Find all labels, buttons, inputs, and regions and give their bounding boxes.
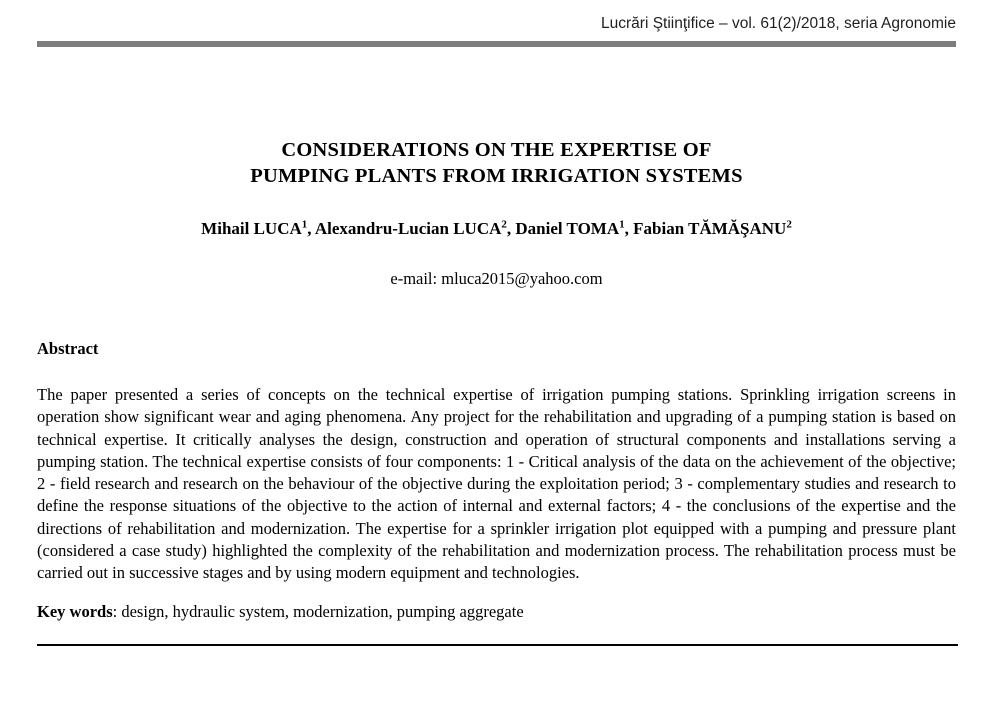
keywords-label: Key words [37, 601, 113, 621]
paper-title-line-1: CONSIDERATIONS ON THE EXPERTISE OF [281, 139, 712, 161]
email-line: e-mail: mluca2015@yahoo.com [390, 269, 603, 288]
keywords-line [37, 601, 956, 622]
author-name: Fabian TĂMĂŞANU$^2$ [633, 218, 792, 238]
journal-header: Lucrări Ştiinţifice – vol. 61(2)/2018, seria Agronomie [601, 15, 956, 32]
header-divider-rule [37, 41, 956, 47]
authors-line: Mihail LUCA$^1$, Alexandru-Lucian LUCA$^2$, Daniel TOMA$^1$, Fabian TĂMĂŞANU$^2$ [201, 218, 792, 238]
author-name: Mihail LUCA$^1$ [201, 218, 308, 238]
abstract-paragraph: The paper presented a series of concepts on the technical expertise of irrigation pumping stations. Sprinkling irrigation screens in operation show significant wear and aging phenomena. Any project for the rehabilitation and upgrading of a pumping station is based on technical expertise. It critically analyses the design, construction and operation of structural components and installations serving a pumping station. The technical expertise consists of four components: 1 - Critical analysis of the data on the achievement of the objective; 2 - field research and research on the behaviour of the objective during the exploitation period; 3 - complementary studies and research to define the response situations of the objective to the action of internal and external factors; 4 - the conclusions of the expertise and the directions of rehabilitation and modernization. The expertise for a sprinkler irrigation plot equipped with a pumping and pressure plant (considered a case study) highlighted the complexity of the rehabilitation and modernization process. The rehabilitation process must be carried out in successive stages and by using modern equipment and technologies. [37, 385, 956, 583]
author-name: Alexandru-Lucian LUCA$^2$ [314, 218, 507, 238]
keywords-text: : design, hydraulic system, modernization, pumping aggregate [112, 601, 524, 621]
footnote-divider-rule [37, 644, 958, 647]
author-affiliation-superscript: 1 [301, 218, 308, 231]
paper-title [37, 137, 956, 189]
author-affiliation-superscript: 2 [501, 218, 507, 231]
paper-page [0, 14, 990, 702]
paper-title-line-2: PUMPING PLANTS FROM IRRIGATION SYSTEMS [250, 165, 743, 187]
author-affiliation-superscript: 1 [619, 218, 625, 231]
abstract-heading: Abstract [37, 339, 99, 358]
author-name: Daniel TOMA$^1$ [515, 218, 625, 238]
author-affiliation-superscript: 2 [786, 218, 792, 231]
